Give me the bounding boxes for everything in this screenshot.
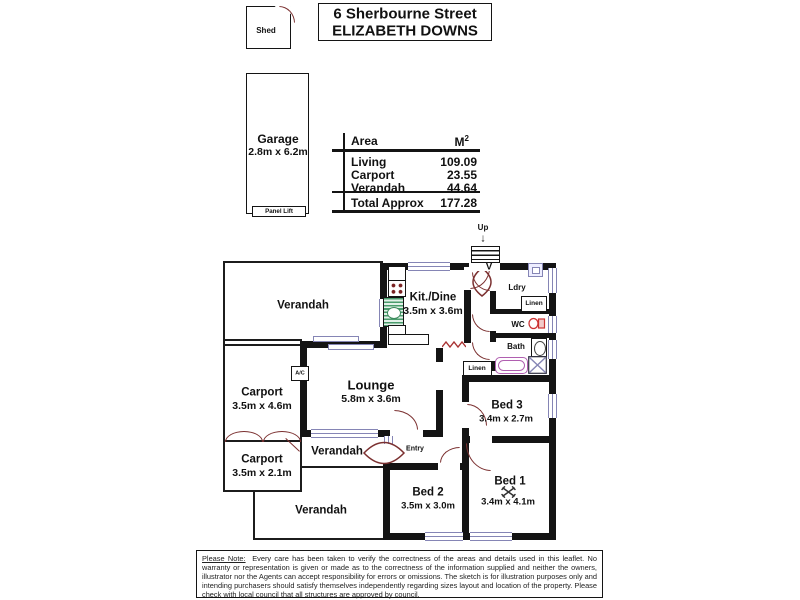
opening-zigzag: [442, 340, 466, 349]
boundary-line: [300, 437, 302, 492]
door-arc: [440, 447, 460, 463]
stove-icon: [388, 280, 406, 297]
sliding-door: [328, 344, 374, 350]
linen-upper-label: Linen: [525, 299, 543, 307]
window: [311, 429, 378, 438]
boundary-line: [223, 261, 225, 492]
room-dims-bed1: 3.4m x 4.1m: [481, 496, 535, 508]
disclaimer-heading: Please Note:: [202, 554, 246, 563]
shower-icon: [528, 356, 547, 374]
window: [548, 340, 557, 359]
carport-opening-arc: [263, 431, 301, 442]
garage-dims: 2.8m x 6.2m: [248, 145, 308, 158]
boundary-line: [253, 492, 255, 540]
room-label-lounge: Lounge: [347, 377, 395, 393]
window: [425, 532, 463, 541]
door-arc: [472, 342, 490, 360]
bathtub-icon: [495, 357, 528, 374]
room-label-verandah-mid: Verandah: [311, 445, 363, 458]
wall-segment: [383, 463, 390, 540]
table-row: Verandah 44.64: [351, 181, 477, 195]
door-arc: [472, 314, 490, 332]
room-dims-carport2: 3.5m x 2.1m: [232, 466, 292, 479]
wall-segment: [462, 375, 556, 382]
up-label: Up: [477, 223, 489, 232]
down-arrow-icon: ↓: [480, 232, 486, 245]
boundary-line: [223, 339, 302, 341]
room-dims-kitdine: 3.5m x 3.6m: [403, 304, 463, 317]
door-arc: [394, 410, 418, 430]
page-title-line2: ELIZABETH DOWNS: [332, 22, 478, 40]
room-label-ldry: Ldry: [508, 283, 526, 292]
table-row: Living 109.09: [351, 155, 477, 169]
door-v-marker: V: [485, 261, 493, 273]
ac-label: A/C: [295, 370, 305, 377]
boundary-line: [253, 538, 385, 540]
kitchen-sink-icon: [383, 297, 404, 327]
disclaimer-box: [196, 550, 603, 598]
page-title-line1: 6 Sherbourne Street: [333, 5, 477, 23]
entry-double-door-icon: [362, 439, 406, 467]
window: [548, 268, 557, 293]
table-total-row: Total Approx 177.28: [351, 196, 477, 210]
window: [408, 262, 450, 271]
table-total-rule-bottom: [332, 210, 480, 213]
basin-icon: [531, 338, 547, 357]
room-label-bed1: Bed 1: [494, 475, 526, 488]
room-dims-carport1: 3.5m x 4.6m: [232, 399, 292, 412]
room-dims-lounge: 5.8m x 3.6m: [341, 392, 401, 405]
table-header-units: $M^2$: [454, 134, 469, 149]
room-label-wc: WC: [511, 320, 525, 329]
room-label-verandah-top: Verandah: [277, 299, 329, 312]
sliding-door: [313, 336, 359, 342]
room-label-carport2: Carport: [241, 453, 283, 466]
window: [548, 316, 557, 333]
room-label-verandah-bottom: Verandah: [295, 504, 347, 517]
room-label-bed3: Bed 3: [491, 399, 523, 412]
garage-label: Garage: [257, 132, 299, 146]
room-label-bath: Bath: [507, 342, 525, 351]
toilet-icon: [528, 317, 546, 330]
table-header-area: Area: [351, 134, 378, 148]
boundary-line: [223, 344, 302, 346]
carport-opening-arc: [225, 431, 263, 442]
window: [470, 532, 512, 541]
room-dims-bed3: 3.4m x 2.7m: [479, 413, 533, 425]
kitchen-bench: [388, 334, 429, 345]
shed-label: Shed: [256, 26, 276, 35]
wall-segment: [300, 341, 307, 437]
disclaimer-body: Every care has been taken to verify the correctness of the areas and details used in this leaflet. No warranty or representation is given or made as to the correctness of the information supplied and neither the owners, illustrator nor the Agents can accept responsibility for errors or omissions. The sketch is for illustration purposes only and intending purchasers should satisfy themselves independently regarding sizes layout and location of the property. Please check with local council that all structures are approved by council.: [202, 554, 597, 599]
laundry-trough-icon: [528, 263, 543, 277]
garage-door-label: Panel Lift: [265, 207, 293, 215]
window: [548, 394, 557, 418]
table-axis-line: [343, 133, 345, 212]
room-label-bed2: Bed 2: [412, 486, 444, 499]
room-label-carport1: Carport: [241, 386, 283, 399]
kitchen-bench: [388, 266, 406, 281]
room-dims-bed2: 3.5m x 3.0m: [401, 500, 455, 512]
linen-lower-label: Linen: [468, 364, 486, 372]
door-arc: [466, 443, 491, 471]
boundary-line: [223, 261, 383, 263]
table-row: Carport 23.55: [351, 168, 477, 182]
boundary-line: [223, 490, 302, 492]
table-header-rule: [332, 149, 480, 152]
room-label-entry: Entry: [406, 445, 424, 453]
room-label-kitdine: Kit./Dine: [409, 291, 457, 304]
table-header-row: [351, 134, 469, 149]
